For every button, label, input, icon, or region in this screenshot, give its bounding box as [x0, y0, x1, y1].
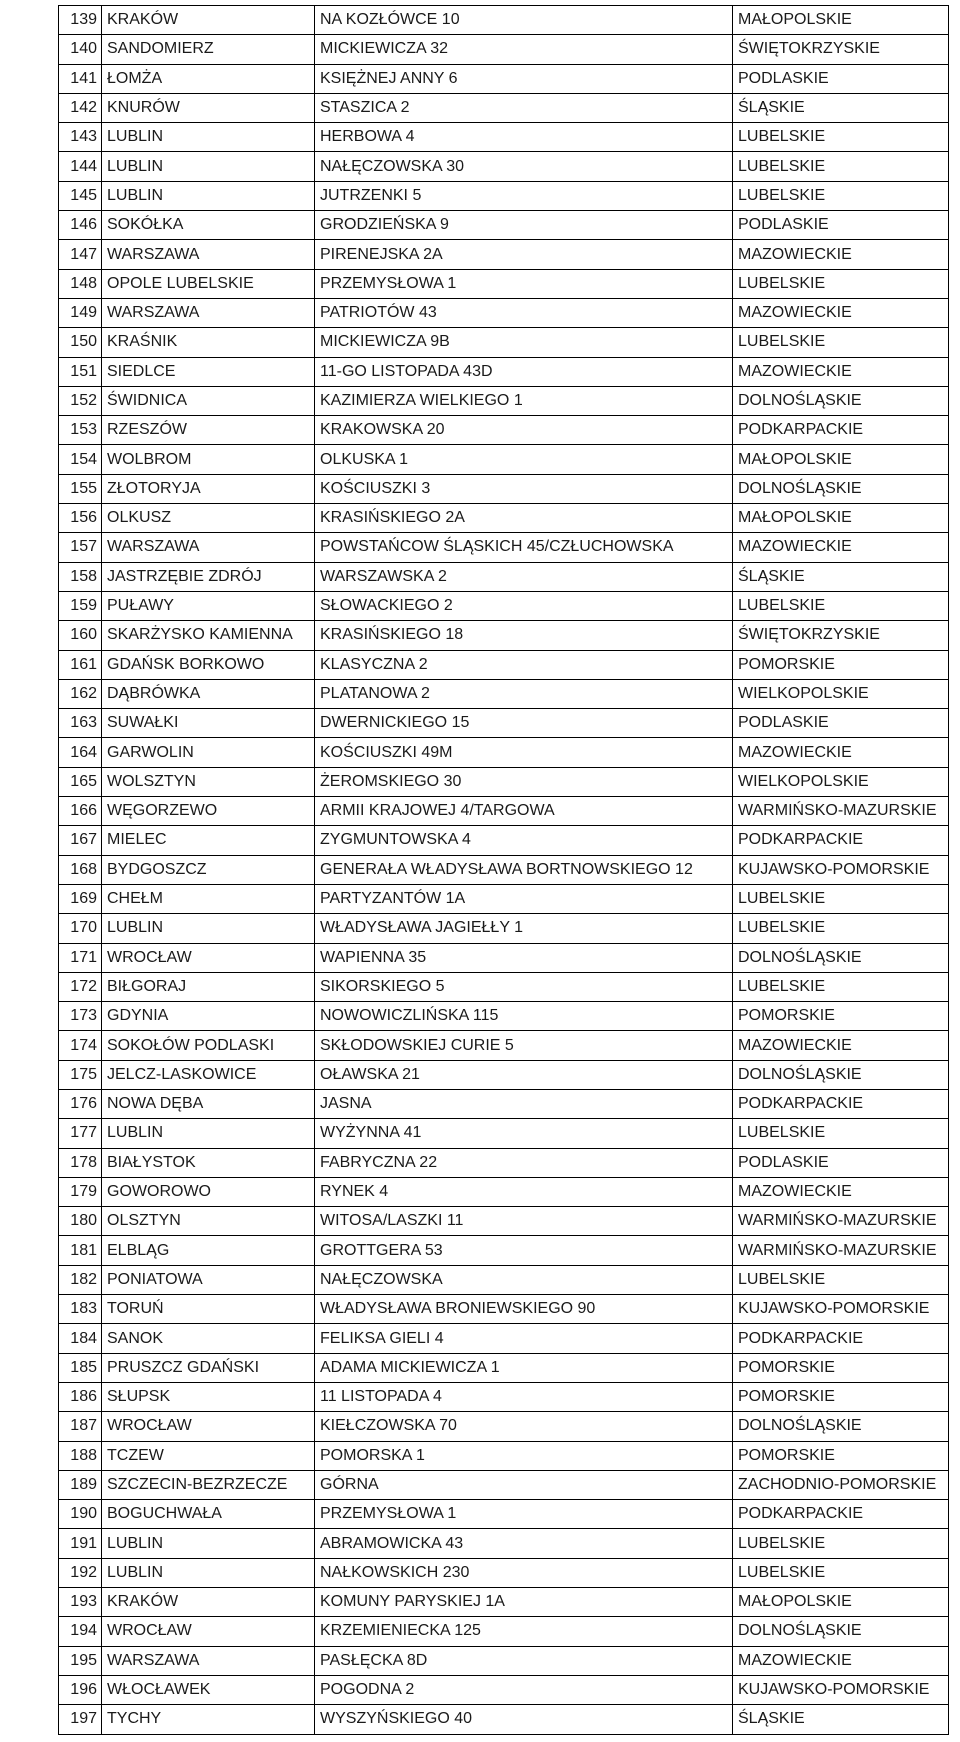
table-row	[59, 504, 949, 533]
street-cell: KRAKOWSKA 20	[315, 416, 733, 445]
table-row	[59, 855, 949, 884]
row-number-cell: 161	[59, 650, 102, 679]
table-row	[59, 1382, 949, 1411]
voivodeship-cell: LUBELSKIE	[733, 884, 949, 913]
row-number-cell: 185	[59, 1353, 102, 1382]
row-number-cell: 173	[59, 1002, 102, 1031]
street-cell: RYNEK 4	[315, 1177, 733, 1206]
city-cell: ŚWIDNICA	[102, 386, 315, 415]
street-cell: KSIĘŻNEJ ANNY 6	[315, 64, 733, 93]
city-cell: WROCŁAW	[102, 943, 315, 972]
street-cell: GÓRNA	[315, 1470, 733, 1499]
table-row	[59, 1265, 949, 1294]
street-cell: WARSZAWSKA 2	[315, 562, 733, 591]
row-number-cell: 154	[59, 445, 102, 474]
city-cell: PONIATOWA	[102, 1265, 315, 1294]
table-row	[59, 914, 949, 943]
street-cell: MICKIEWICZA 9B	[315, 328, 733, 357]
city-cell: SOKOŁÓW PODLASKI	[102, 1031, 315, 1060]
row-number-cell: 172	[59, 972, 102, 1001]
voivodeship-cell: LUBELSKIE	[733, 591, 949, 620]
street-cell: FELIKSA GIELI 4	[315, 1324, 733, 1353]
row-number-cell: 194	[59, 1617, 102, 1646]
city-cell: KNURÓW	[102, 93, 315, 122]
table-row	[59, 1060, 949, 1089]
table-row	[59, 1002, 949, 1031]
city-cell: KRAKÓW	[102, 1588, 315, 1617]
city-cell: SZCZECIN-BEZRZECZE	[102, 1470, 315, 1499]
voivodeship-cell: PODKARPACKIE	[733, 1089, 949, 1118]
city-cell: WĘGORZEWO	[102, 797, 315, 826]
table-row	[59, 1558, 949, 1587]
voivodeship-cell: MAZOWIECKIE	[733, 357, 949, 386]
voivodeship-cell: LUBELSKIE	[733, 1558, 949, 1587]
voivodeship-cell: DOLNOŚLĄSKIE	[733, 474, 949, 503]
row-number-cell: 163	[59, 709, 102, 738]
table-row	[59, 474, 949, 503]
voivodeship-cell: MAZOWIECKIE	[733, 1646, 949, 1675]
street-cell: NAŁĘCZOWSKA	[315, 1265, 733, 1294]
city-cell: GOWOROWO	[102, 1177, 315, 1206]
row-number-cell: 197	[59, 1705, 102, 1734]
table-row	[59, 93, 949, 122]
table-row	[59, 943, 949, 972]
city-cell: OLKUSZ	[102, 504, 315, 533]
city-cell: SANDOMIERZ	[102, 35, 315, 64]
city-cell: LUBLIN	[102, 1558, 315, 1587]
city-cell: TCZEW	[102, 1441, 315, 1470]
row-number-cell: 146	[59, 211, 102, 240]
street-cell: NOWOWICZLIŃSKA 115	[315, 1002, 733, 1031]
street-cell: POMORSKA 1	[315, 1441, 733, 1470]
locations-table	[58, 5, 949, 1735]
voivodeship-cell: DOLNOŚLĄSKIE	[733, 386, 949, 415]
voivodeship-cell: LUBELSKIE	[733, 1529, 949, 1558]
street-cell: ABRAMOWICKA 43	[315, 1529, 733, 1558]
city-cell: LUBLIN	[102, 1119, 315, 1148]
row-number-cell: 174	[59, 1031, 102, 1060]
row-number-cell: 196	[59, 1675, 102, 1704]
street-cell: STASZICA 2	[315, 93, 733, 122]
city-cell: GDYNIA	[102, 1002, 315, 1031]
city-cell: KRAŚNIK	[102, 328, 315, 357]
row-number-cell: 171	[59, 943, 102, 972]
table-row	[59, 1675, 949, 1704]
table-row	[59, 826, 949, 855]
table-body	[59, 6, 949, 1735]
row-number-cell: 178	[59, 1148, 102, 1177]
city-cell: MIELEC	[102, 826, 315, 855]
street-cell: WITOSA/LASZKI 11	[315, 1207, 733, 1236]
table-row	[59, 1177, 949, 1206]
row-number-cell: 165	[59, 767, 102, 796]
city-cell: DĄBRÓWKA	[102, 679, 315, 708]
city-cell: LUBLIN	[102, 123, 315, 152]
row-number-cell: 170	[59, 914, 102, 943]
table-row	[59, 152, 949, 181]
street-cell: PIRENEJSKA 2A	[315, 240, 733, 269]
street-cell: KRASIŃSKIEGO 18	[315, 621, 733, 650]
voivodeship-cell: DOLNOŚLĄSKIE	[733, 1412, 949, 1441]
table-row	[59, 679, 949, 708]
street-cell: KOMUNY PARYSKIEJ 1A	[315, 1588, 733, 1617]
street-cell: KAZIMIERZA WIELKIEGO 1	[315, 386, 733, 415]
row-number-cell: 139	[59, 6, 102, 35]
table-row	[59, 6, 949, 35]
table-row	[59, 123, 949, 152]
voivodeship-cell: DOLNOŚLĄSKIE	[733, 943, 949, 972]
row-number-cell: 193	[59, 1588, 102, 1617]
row-number-cell: 181	[59, 1236, 102, 1265]
street-cell: ZYGMUNTOWSKA 4	[315, 826, 733, 855]
city-cell: BYDGOSZCZ	[102, 855, 315, 884]
row-number-cell: 184	[59, 1324, 102, 1353]
table-row	[59, 1031, 949, 1060]
street-cell: JASNA	[315, 1089, 733, 1118]
city-cell: OLSZTYN	[102, 1207, 315, 1236]
table-row	[59, 35, 949, 64]
street-cell: WŁADYSŁAWA JAGIEŁŁY 1	[315, 914, 733, 943]
row-number-cell: 153	[59, 416, 102, 445]
street-cell: PRZEMYSŁOWA 1	[315, 1500, 733, 1529]
table-row	[59, 1353, 949, 1382]
table-row	[59, 1089, 949, 1118]
voivodeship-cell: MAZOWIECKIE	[733, 240, 949, 269]
voivodeship-cell: POMORSKIE	[733, 1382, 949, 1411]
table-row	[59, 1500, 949, 1529]
table-row	[59, 1119, 949, 1148]
city-cell: WOLBROM	[102, 445, 315, 474]
voivodeship-cell: LUBELSKIE	[733, 152, 949, 181]
street-cell: OLKUSKA 1	[315, 445, 733, 474]
city-cell: WROCŁAW	[102, 1412, 315, 1441]
street-cell: POWSTAŃCOW ŚLĄSKICH 45/CZŁUCHOWSKA	[315, 533, 733, 562]
row-number-cell: 169	[59, 884, 102, 913]
street-cell: WAPIENNA 35	[315, 943, 733, 972]
city-cell: SŁUPSK	[102, 1382, 315, 1411]
street-cell: NAŁKOWSKICH 230	[315, 1558, 733, 1587]
voivodeship-cell: POMORSKIE	[733, 1002, 949, 1031]
city-cell: RZESZÓW	[102, 416, 315, 445]
row-number-cell: 179	[59, 1177, 102, 1206]
street-cell: ADAMA MICKIEWICZA 1	[315, 1353, 733, 1382]
voivodeship-cell: KUJAWSKO-POMORSKIE	[733, 855, 949, 884]
voivodeship-cell: WIELKOPOLSKIE	[733, 767, 949, 796]
table-row	[59, 416, 949, 445]
voivodeship-cell: ŚWIĘTOKRZYSKIE	[733, 35, 949, 64]
voivodeship-cell: POMORSKIE	[733, 650, 949, 679]
table-row	[59, 884, 949, 913]
row-number-cell: 143	[59, 123, 102, 152]
city-cell: WARSZAWA	[102, 298, 315, 327]
table-row	[59, 562, 949, 591]
city-cell: GDAŃSK BORKOWO	[102, 650, 315, 679]
row-number-cell: 188	[59, 1441, 102, 1470]
voivodeship-cell: MAŁOPOLSKIE	[733, 6, 949, 35]
table-row	[59, 357, 949, 386]
street-cell: PATRIOTÓW 43	[315, 298, 733, 327]
row-number-cell: 186	[59, 1382, 102, 1411]
table-row	[59, 269, 949, 298]
voivodeship-cell: POMORSKIE	[733, 1353, 949, 1382]
row-number-cell: 162	[59, 679, 102, 708]
street-cell: JUTRZENKI 5	[315, 181, 733, 210]
city-cell: WARSZAWA	[102, 533, 315, 562]
table-row	[59, 1295, 949, 1324]
city-cell: KRAKÓW	[102, 6, 315, 35]
table-row	[59, 211, 949, 240]
city-cell: LUBLIN	[102, 181, 315, 210]
city-cell: OPOLE LUBELSKIE	[102, 269, 315, 298]
voivodeship-cell: LUBELSKIE	[733, 181, 949, 210]
city-cell: ŁOMŻA	[102, 64, 315, 93]
row-number-cell: 152	[59, 386, 102, 415]
city-cell: WROCŁAW	[102, 1617, 315, 1646]
table-row	[59, 1617, 949, 1646]
voivodeship-cell: PODLASKIE	[733, 1148, 949, 1177]
street-cell: PASŁĘCKA 8D	[315, 1646, 733, 1675]
table-row	[59, 240, 949, 269]
street-cell: PARTYZANTÓW 1A	[315, 884, 733, 913]
voivodeship-cell: ŚLĄSKIE	[733, 1705, 949, 1734]
city-cell: BIŁGORAJ	[102, 972, 315, 1001]
voivodeship-cell: ŚWIĘTOKRZYSKIE	[733, 621, 949, 650]
table-row	[59, 1441, 949, 1470]
street-cell: WYŻYNNA 41	[315, 1119, 733, 1148]
street-cell: GENERAŁA WŁADYSŁAWA BORTNOWSKIEGO 12	[315, 855, 733, 884]
table-row	[59, 797, 949, 826]
city-cell: LUBLIN	[102, 152, 315, 181]
row-number-cell: 190	[59, 1500, 102, 1529]
voivodeship-cell: WIELKOPOLSKIE	[733, 679, 949, 708]
voivodeship-cell: MAZOWIECKIE	[733, 1031, 949, 1060]
street-cell: HERBOWA 4	[315, 123, 733, 152]
row-number-cell: 166	[59, 797, 102, 826]
row-number-cell: 175	[59, 1060, 102, 1089]
city-cell: ELBLĄG	[102, 1236, 315, 1265]
street-cell: ŻEROMSKIEGO 30	[315, 767, 733, 796]
table-row	[59, 64, 949, 93]
voivodeship-cell: PODKARPACKIE	[733, 1324, 949, 1353]
row-number-cell: 176	[59, 1089, 102, 1118]
row-number-cell: 150	[59, 328, 102, 357]
voivodeship-cell: PODLASKIE	[733, 709, 949, 738]
street-cell: KRASIŃSKIEGO 2A	[315, 504, 733, 533]
row-number-cell: 177	[59, 1119, 102, 1148]
row-number-cell: 142	[59, 93, 102, 122]
city-cell: LUBLIN	[102, 914, 315, 943]
table-row	[59, 445, 949, 474]
voivodeship-cell: MAZOWIECKIE	[733, 533, 949, 562]
row-number-cell: 195	[59, 1646, 102, 1675]
row-number-cell: 187	[59, 1412, 102, 1441]
street-cell: POGODNA 2	[315, 1675, 733, 1704]
table-row	[59, 972, 949, 1001]
row-number-cell: 140	[59, 35, 102, 64]
city-cell: TYCHY	[102, 1705, 315, 1734]
street-cell: 11-GO LISTOPADA 43D	[315, 357, 733, 386]
street-cell: SKŁODOWSKIEJ CURIE 5	[315, 1031, 733, 1060]
voivodeship-cell: LUBELSKIE	[733, 1265, 949, 1294]
city-cell: NOWA DĘBA	[102, 1089, 315, 1118]
table-row	[59, 1588, 949, 1617]
row-number-cell: 183	[59, 1295, 102, 1324]
table-row	[59, 1470, 949, 1499]
table-row	[59, 1207, 949, 1236]
table-row	[59, 1705, 949, 1734]
city-cell: CHEŁM	[102, 884, 315, 913]
city-cell: LUBLIN	[102, 1529, 315, 1558]
city-cell: PUŁAWY	[102, 591, 315, 620]
street-cell: KRZEMIENIECKA 125	[315, 1617, 733, 1646]
voivodeship-cell: ZACHODNIO-POMORSKIE	[733, 1470, 949, 1499]
voivodeship-cell: ŚLĄSKIE	[733, 562, 949, 591]
city-cell: JASTRZĘBIE ZDRÓJ	[102, 562, 315, 591]
voivodeship-cell: MAŁOPOLSKIE	[733, 1588, 949, 1617]
street-cell: NA KOZŁÓWCE 10	[315, 6, 733, 35]
row-number-cell: 189	[59, 1470, 102, 1499]
document-page	[58, 5, 948, 1735]
street-cell: KIEŁCZOWSKA 70	[315, 1412, 733, 1441]
city-cell: BIAŁYSTOK	[102, 1148, 315, 1177]
table-row	[59, 1529, 949, 1558]
voivodeship-cell: PODKARPACKIE	[733, 416, 949, 445]
voivodeship-cell: MAZOWIECKIE	[733, 1177, 949, 1206]
table-row	[59, 328, 949, 357]
city-cell: SIEDLCE	[102, 357, 315, 386]
voivodeship-cell: KUJAWSKO-POMORSKIE	[733, 1675, 949, 1704]
street-cell: SIKORSKIEGO 5	[315, 972, 733, 1001]
table-row	[59, 1324, 949, 1353]
table-row	[59, 1412, 949, 1441]
voivodeship-cell: PODLASKIE	[733, 211, 949, 240]
row-number-cell: 167	[59, 826, 102, 855]
street-cell: PLATANOWA 2	[315, 679, 733, 708]
row-number-cell: 180	[59, 1207, 102, 1236]
row-number-cell: 158	[59, 562, 102, 591]
voivodeship-cell: LUBELSKIE	[733, 972, 949, 1001]
voivodeship-cell: LUBELSKIE	[733, 123, 949, 152]
row-number-cell: 149	[59, 298, 102, 327]
city-cell: ZŁOTORYJA	[102, 474, 315, 503]
city-cell: WARSZAWA	[102, 1646, 315, 1675]
row-number-cell: 151	[59, 357, 102, 386]
table-row	[59, 386, 949, 415]
table-row	[59, 1236, 949, 1265]
street-cell: KOŚCIUSZKI 3	[315, 474, 733, 503]
voivodeship-cell: MAZOWIECKIE	[733, 738, 949, 767]
street-cell: OŁAWSKA 21	[315, 1060, 733, 1089]
voivodeship-cell: PODLASKIE	[733, 64, 949, 93]
row-number-cell: 191	[59, 1529, 102, 1558]
street-cell: GROTTGERA 53	[315, 1236, 733, 1265]
row-number-cell: 156	[59, 504, 102, 533]
table-row	[59, 738, 949, 767]
city-cell: BOGUCHWAŁA	[102, 1500, 315, 1529]
city-cell: SANOK	[102, 1324, 315, 1353]
table-row	[59, 591, 949, 620]
table-row	[59, 709, 949, 738]
voivodeship-cell: LUBELSKIE	[733, 269, 949, 298]
voivodeship-cell: LUBELSKIE	[733, 1119, 949, 1148]
voivodeship-cell: DOLNOŚLĄSKIE	[733, 1617, 949, 1646]
city-cell: SKARŻYSKO KAMIENNA	[102, 621, 315, 650]
voivodeship-cell: POMORSKIE	[733, 1441, 949, 1470]
table-row	[59, 650, 949, 679]
street-cell: KLASYCZNA 2	[315, 650, 733, 679]
table-row	[59, 298, 949, 327]
voivodeship-cell: MAŁOPOLSKIE	[733, 504, 949, 533]
table-row	[59, 533, 949, 562]
street-cell: ARMII KRAJOWEJ 4/TARGOWA	[315, 797, 733, 826]
table-row	[59, 767, 949, 796]
voivodeship-cell: WARMIŃSKO-MAZURSKIE	[733, 1236, 949, 1265]
voivodeship-cell: WARMIŃSKO-MAZURSKIE	[733, 797, 949, 826]
city-cell: GARWOLIN	[102, 738, 315, 767]
street-cell: WYSZYŃSKIEGO 40	[315, 1705, 733, 1734]
voivodeship-cell: PODKARPACKIE	[733, 1500, 949, 1529]
voivodeship-cell: KUJAWSKO-POMORSKIE	[733, 1295, 949, 1324]
street-cell: MICKIEWICZA 32	[315, 35, 733, 64]
street-cell: NAŁĘCZOWSKA 30	[315, 152, 733, 181]
row-number-cell: 182	[59, 1265, 102, 1294]
city-cell: WŁOCŁAWEK	[102, 1675, 315, 1704]
table-row	[59, 1148, 949, 1177]
street-cell: KOŚCIUSZKI 49M	[315, 738, 733, 767]
table-row	[59, 181, 949, 210]
row-number-cell: 192	[59, 1558, 102, 1587]
city-cell: WOLSZTYN	[102, 767, 315, 796]
row-number-cell: 164	[59, 738, 102, 767]
city-cell: WARSZAWA	[102, 240, 315, 269]
city-cell: TORUŃ	[102, 1295, 315, 1324]
street-cell: GRODZIEŃSKA 9	[315, 211, 733, 240]
city-cell: SOKÓŁKA	[102, 211, 315, 240]
row-number-cell: 157	[59, 533, 102, 562]
city-cell: PRUSZCZ GDAŃSKI	[102, 1353, 315, 1382]
street-cell: PRZEMYSŁOWA 1	[315, 269, 733, 298]
voivodeship-cell: PODKARPACKIE	[733, 826, 949, 855]
voivodeship-cell: ŚLĄSKIE	[733, 93, 949, 122]
street-cell: DWERNICKIEGO 15	[315, 709, 733, 738]
row-number-cell: 160	[59, 621, 102, 650]
row-number-cell: 159	[59, 591, 102, 620]
row-number-cell: 141	[59, 64, 102, 93]
street-cell: 11 LISTOPADA 4	[315, 1382, 733, 1411]
voivodeship-cell: LUBELSKIE	[733, 328, 949, 357]
voivodeship-cell: DOLNOŚLĄSKIE	[733, 1060, 949, 1089]
city-cell: SUWAŁKI	[102, 709, 315, 738]
table-row	[59, 621, 949, 650]
row-number-cell: 147	[59, 240, 102, 269]
row-number-cell: 155	[59, 474, 102, 503]
street-cell: SŁOWACKIEGO 2	[315, 591, 733, 620]
row-number-cell: 168	[59, 855, 102, 884]
voivodeship-cell: MAŁOPOLSKIE	[733, 445, 949, 474]
street-cell: FABRYCZNA 22	[315, 1148, 733, 1177]
street-cell: WŁADYSŁAWA BRONIEWSKIEGO 90	[315, 1295, 733, 1324]
voivodeship-cell: WARMIŃSKO-MAZURSKIE	[733, 1207, 949, 1236]
row-number-cell: 144	[59, 152, 102, 181]
row-number-cell: 148	[59, 269, 102, 298]
city-cell: JELCZ-LASKOWICE	[102, 1060, 315, 1089]
voivodeship-cell: LUBELSKIE	[733, 914, 949, 943]
table-row	[59, 1646, 949, 1675]
voivodeship-cell: MAZOWIECKIE	[733, 298, 949, 327]
row-number-cell: 145	[59, 181, 102, 210]
